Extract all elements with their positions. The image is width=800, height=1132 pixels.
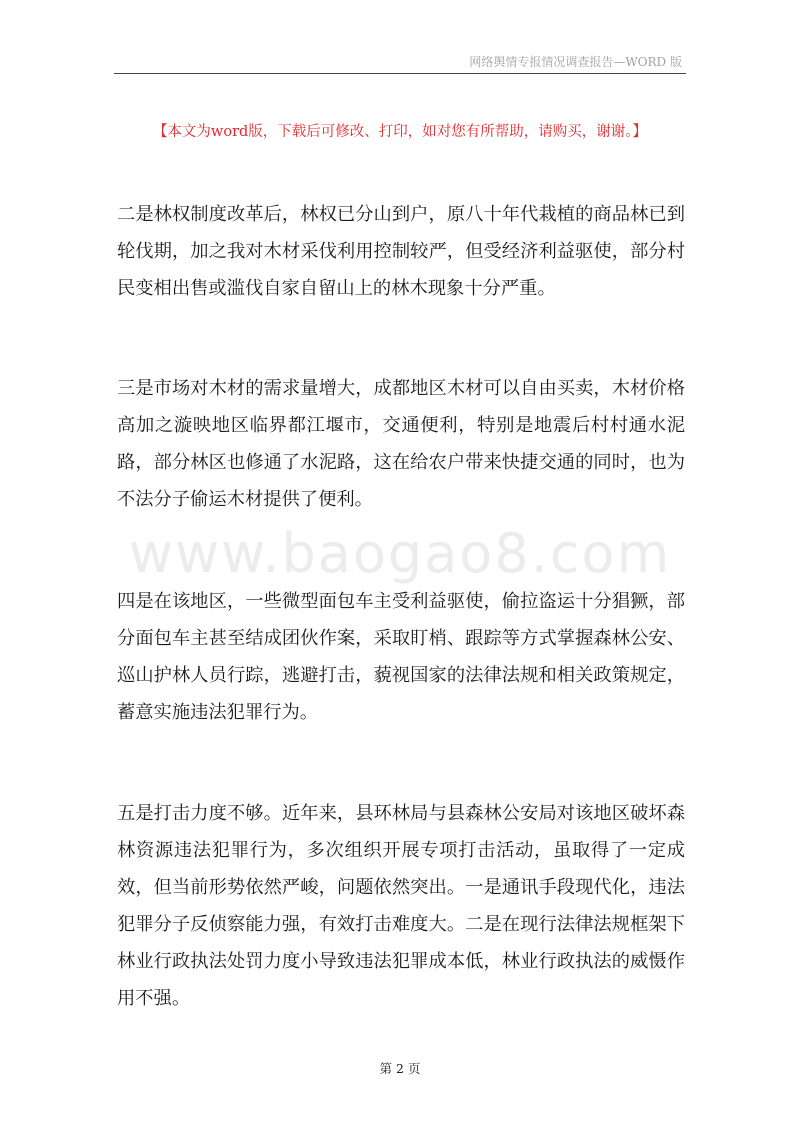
paragraph-4: 四是在该地区，一些微型面包车主受利益驱使，偷拉盗运十分猖獗，部分面包车主甚至结成团伙作案，采取盯梢、跟踪等方式掌握森林公安、巡山护林人员行踪，逃避打击，藐视国家的法律法规和相关政策规定，蓄意实施违法犯罪行为。 <box>117 591 685 723</box>
page-header-title: 网络舆情专报情况调查报告—WORD 版 <box>469 55 682 69</box>
purchase-notice: 【本文为word版，下载后可修改、打印，如对您有所帮助，请购买，谢谢。】 <box>152 124 648 140</box>
site-watermark: www.baogao8.com <box>128 522 672 585</box>
paragraph-5: 五是打击力度不够。近年来，县环林局与县森林公安局对该地区破坏森林资源违法犯罪行为，多次组织开展专项打击活动，虽取得了一定成效，但当前形势依然严峻，问题依然突出。一是通讯手段现代化，违法犯罪分子反侦察能力强，有效打击难度大。二是在现行法律法规框架下林业行政执法处罚力度小导致违法犯罪成本低，林业行政执法的威慑作用不强。 <box>117 803 685 1009</box>
page-number: 第 2 页 <box>379 1061 421 1076</box>
header-divider <box>114 73 686 74</box>
paragraph-3: 三是市场对木材的需求量增大，成都地区木材可以自由买卖，木材价格高加之漩映地区临界都江堰市，交通便利，特别是地震后村村通水泥路，部分林区也修通了水泥路，这在给农户带来快捷交通的同时，也为不法分子偷运木材提供了便利。 <box>117 378 685 510</box>
paragraph-2: 二是林权制度改革后，林权已分山到户，原八十年代栽植的商品林已到轮伐期，加之我对木材采伐利用控制较严，但受经济利益驱使，部分村民变相出售或滥伐自家自留山上的林木现象十分严重。 <box>117 204 685 299</box>
